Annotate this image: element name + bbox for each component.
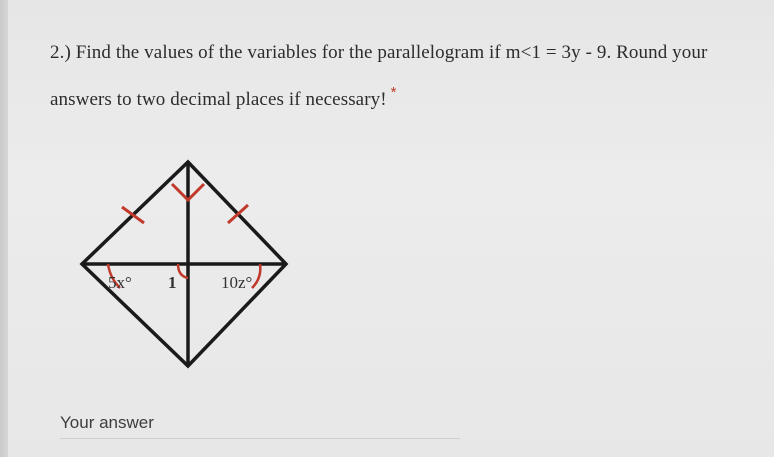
- question-card: [8, 0, 774, 457]
- angle-label-right: 10z°: [221, 273, 253, 292]
- angle-arc-right: [252, 264, 260, 288]
- angle-label-center: 1: [168, 273, 177, 292]
- question-text: 2.) Find the values of the variables for the parallelogram if m<1 = 3y - 9. Round your answers to two decimal places if necessary!: [50, 42, 708, 110]
- rhombus-diagram: [68, 150, 308, 380]
- question-text-block: [50, 33, 770, 120]
- angle-label-left: 5x°: [108, 273, 132, 292]
- answer-placeholder: Your answer: [60, 413, 154, 432]
- required-asterisk: *: [390, 84, 397, 101]
